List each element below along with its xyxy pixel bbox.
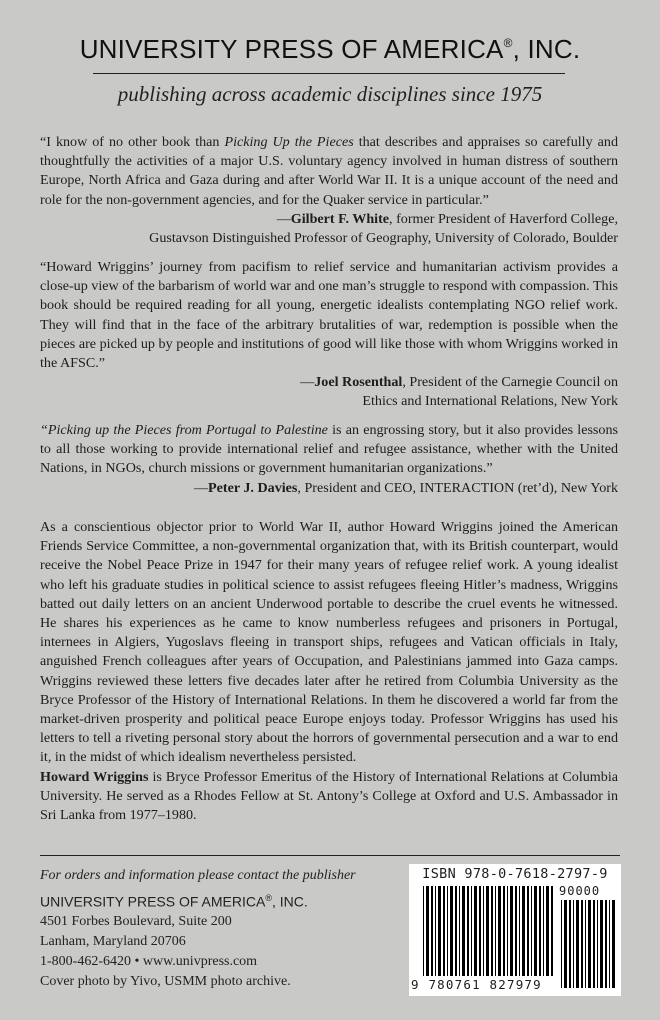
quote-text [40,133,618,210]
barcode-bar [597,900,598,988]
barcode-bar [515,886,517,976]
barcode-bar [564,900,567,988]
barcode-bar [462,886,465,976]
contact-publisher-suffix: , INC. [272,893,308,910]
footer-divider [40,855,620,856]
barcode-bar [519,886,520,976]
barcode-bar [531,886,532,976]
author-name: Howard Wriggins [40,769,149,785]
barcode-bar [486,886,489,976]
quote-text-end: is an engrossing story, but it also provides lessons to all those working to provide international relief and refugee assistance, whether with the United Nations, in NGOs, church missions or government humanitarian organizations.” [40,422,618,477]
barcode-bar [561,900,562,988]
barcode-bar [585,900,586,988]
publisher-tagline: publishing across academic disciplines since 1975 [117,82,543,106]
quote-affiliation: , President of the Carnegie Council on [402,374,618,391]
bio-text [40,768,618,826]
address-line-2: Lanham, Maryland 20706 [40,933,186,949]
contact-publisher: UNIVERSITY PRESS OF AMERICA [40,893,266,910]
barcode-bar [474,886,477,976]
quote-attribution: —Joel Rosenthal, President of the Carnegie Council on [300,374,618,391]
barcode-bar [438,886,441,976]
barcode-bar [459,886,460,976]
barcode-bar [576,900,579,988]
quote-affiliation-line-2: Ethics and International Relations, New York [362,393,618,410]
barcode-bar [467,886,469,976]
address-line-1: 4501 Forbes Boulevard, Suite 200 [40,913,232,929]
barcode-bar [527,886,529,976]
quote-author: Peter J. Davies [208,479,298,496]
quote-affiliation: , President and CEO, INTERACTION (ret’d), New York [297,479,618,496]
barcode-bar [491,886,493,976]
book-description [40,518,618,768]
book-title-italic: Picking Up the Pieces [224,134,354,150]
barcode-bar [543,886,544,976]
barcode-bar [588,900,591,988]
quote-text-end: that describes and appraises so carefully and thoughtfully the activities of a major U.S. voluntary agency involved in human distress of southern Europe, North Africa and Gaza during and after World War II. It is a unique account of the need and role for the non-government agencies, and for the Quaker service in particular.” [40,134,618,208]
registered-mark: ® [503,36,513,50]
barcode-bar [522,886,525,976]
bio-body: is Bryce Professor Emeritus of the History of International Relations at Columbia University. He served as a Rhodes Fellow at St. Antony’s College at Oxford and U.S. Ambassador in Sri Lanka from 1977–1980. [40,769,618,824]
barcode-bar [510,886,513,976]
barcode-bar [600,900,603,988]
barcode-bar [593,900,595,988]
barcode-bar [507,886,508,976]
isbn-label: ISBN 978-0-7618-2797-9 [422,866,608,882]
barcode-bar [546,886,549,976]
endorsement-quote-3 [40,421,618,498]
quote-text-start: “I know of no other book than [40,134,225,150]
header-divider [93,73,565,74]
barcode-bar [455,886,457,976]
quote-text: “Howard Wriggins’ journey from pacifism to relief service and humanitarian activism provides a close-up view of the barbarism of world war and one man’s struggle to respond with compassion. This book should be required reading for all young, energetic idealists contemplating NGO relief work. They will find that in the face of the arbitrary brutalities of war, redemption is possible when the pieces are picked up by people and institutions of good will like those with whom Wriggins worked in the AFSC.” [40,259,618,372]
ean-digits: 9 780761 827979 [411,977,542,992]
barcode-bar [435,886,436,976]
barcode-bar [551,886,553,976]
barcode-bar [605,900,607,988]
publisher-name: UNIVERSITY PRESS OF AMERICA [79,34,504,64]
barcode-bar [573,900,574,988]
publisher-suffix: , INC. [512,34,581,64]
quote-attribution: —Gilbert F. White, former President of Haverford College, [276,210,618,227]
barcode-bar [471,886,472,976]
barcode-bar [539,886,541,976]
barcode-bar [483,886,484,976]
cover-credit: Cover photo by Yivo, USMM photo archive. [40,973,291,989]
barcode-bar [581,900,583,988]
orders-lead: For orders and information please contact the publisher [40,868,356,883]
quote-affiliation-line-2: Gustavson Distinguished Professor of Geography, University of Colorado, Boulder [149,230,618,247]
barcode-bar [609,900,610,988]
barcode-bar [426,886,429,976]
author-bio [40,768,618,826]
isbn-barcode [409,864,621,996]
contact-publisher-name [40,888,400,912]
description-text: As a conscientious objector prior to World War II, author Howard Wriggins joined the American Friends Service Committee, a non-governmental organization that, with its British counterpart, would receive the Nobel Peace Prize in 1947 for their many years of refugee relief work. A young idealist who left his graduate studies in political science to assist refugees fleeing Hitler’s madness, Wriggins batted out daily letters on an ancient Underwood portable to describe the cruel events he witnessed. He shares his experiences as he came to know numberless refugees and prisoners in Portugal, internees in Algiers, Yugoslavs fleeing in transport ships, refugees and Vatican officials in Italy, anguished French colleagues after years of Occupation, and Palestinians jammed into Gaza camps. Wriggins reviewed these letters five decades later after he retired from Columbia University as the Bryce Professor of the History of International Relations. In them he discovered a world far from the market-driven prosperity and political peace Europe enjoys today. Professor Wriggins has used his letters to tell a riveting personal story about the horrors of governmental persecution and a war to end it, in the midst of which idealism nevertheless persisted. [40,519,618,766]
quote-author: Gilbert F. White [290,210,390,227]
barcode-bar [479,886,481,976]
endorsement-quote-1 [40,133,618,248]
barcode-bar [612,900,615,988]
quote-author: Joel Rosenthal [314,374,403,391]
registered-mark: ® [265,893,272,903]
barcode-bar [498,886,501,976]
barcode-bar [431,886,433,976]
quote-attribution: —Peter J. Davies, President and CEO, INTERACTION (ret’d), New York [193,479,618,496]
book-title-italic: “Picking up the Pieces from Portugal to Palestine [40,422,328,438]
barcode-bar [443,886,445,976]
addon-digits: 90000 [559,884,601,898]
contact-line: 1-800-462-6420 • www.univpress.com [40,953,258,969]
quote-text [40,421,618,479]
barcode-bar [495,886,496,976]
barcode-bar [450,886,453,976]
barcode-bar [569,900,571,988]
publisher-title [0,34,660,65]
barcode-bar [503,886,505,976]
quote-affiliation: , former President of Haverford College, [389,210,618,227]
barcode-bar [534,886,537,976]
barcode-bar [423,886,424,976]
endorsement-quote-2 [40,258,618,412]
publisher-contact [40,866,400,992]
barcode-bar [447,886,448,976]
